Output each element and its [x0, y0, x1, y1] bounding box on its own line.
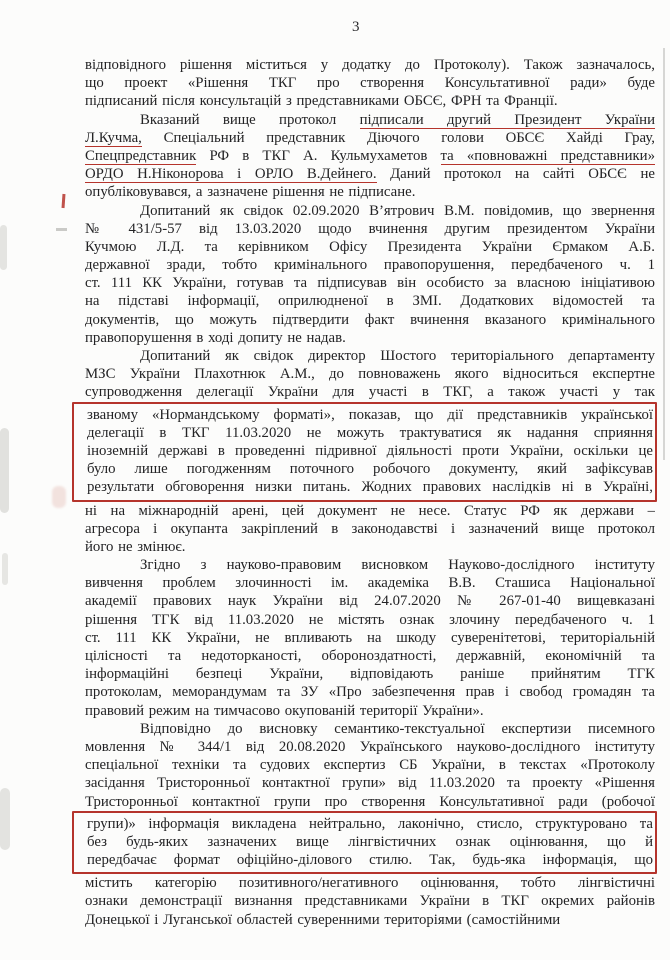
text-line — [85, 329, 655, 347]
text-segment: Даний протокол на сайті ОБСЄ не — [376, 166, 655, 183]
text-line — [85, 738, 655, 756]
text-segment: ст. 111 КК України, готував та підписував він особисто за власною ініціативою — [85, 275, 655, 292]
red-highlight-box — [72, 402, 657, 502]
text-segment: Спеціальний представник Діючого голови ОБСЄ Хайді Грау, — [141, 129, 655, 146]
text-line — [87, 478, 653, 496]
text-segment: МЗС України Плахотнюк А.М., до повноважень якого відноситься експертне — [85, 366, 655, 383]
text-line — [87, 442, 653, 460]
text-segment: супроводження делегації України для участі в ТКГ, а також участі у так — [85, 384, 655, 401]
text-segment: іноземній державі в проведенні підривної діяльності проти України, оскільки це — [87, 442, 653, 459]
text-segment: спеціальної техніки та судових експертиз СБ України, в текстах «Протоколу — [85, 757, 655, 774]
text-segment: ознаки демонстрації визнання представниками України в ТКГ окремих районів — [85, 893, 655, 910]
text-line — [85, 256, 655, 274]
text-line — [85, 183, 655, 201]
text-line — [85, 538, 655, 556]
text-line — [85, 202, 655, 220]
text-line — [85, 665, 655, 683]
scan-artifact-dash — [56, 228, 67, 231]
text-line — [85, 292, 655, 310]
text-line — [85, 774, 655, 792]
text-segment: № 431/5-57 від 13.03.2020 щодо вчинення другим президентом України — [85, 220, 655, 237]
text-segment: підписаний після консультацій з представниками ОБСЄ, ФРН та Франції. — [85, 93, 558, 110]
text-line — [85, 220, 655, 238]
text-line — [87, 406, 653, 424]
scan-artifact-smudge — [0, 788, 10, 850]
text-segment: академії правових наук України від 24.07.2020 № 267-01-40 вищевказані — [85, 593, 655, 610]
text-segment: Вказаний вище протокол — [140, 111, 360, 128]
text-line — [87, 833, 653, 851]
text-line — [87, 424, 653, 442]
text-segment: рішення ТГК від 11.03.2020 не містять ознак злочину передбаченого ч. 1 — [85, 611, 655, 628]
text-segment: правопорушення в ході допиту не надав. — [85, 329, 346, 346]
text-segment: результати обговорення низки питань. Жодних правових наслідків ні в Україні, — [87, 479, 653, 496]
scan-artifact-smudge — [2, 553, 8, 585]
red-underlined-text: та «повноважні представники» — [440, 147, 655, 164]
text-segment: документів, що можуть підтвердити факт вчинення вказаного кримінального — [85, 311, 655, 328]
text-segment: відповідного рішення міститься у додатку до Протоколу). Також зазначалось, — [85, 57, 655, 73]
text-segment: опубліковувався, а зазначене рішення не підписане. — [85, 184, 416, 201]
text-line — [87, 851, 653, 869]
scan-artifact-smudge — [0, 428, 9, 513]
text-line — [85, 520, 655, 538]
page-number: 3 — [352, 19, 360, 35]
text-line — [85, 720, 655, 738]
text-segment: протоколам, меморандумам та ЗУ «Про забезпечення прав і свобод громадян та — [85, 684, 655, 701]
text-segment: агресора і окупанта закріплений в законодавстві і зазначений вище протокол — [85, 520, 655, 537]
text-line — [87, 460, 653, 478]
paragraph — [85, 202, 655, 348]
text-segment: Згідно з науково-правовим висновком Науково-дослідного інституту — [140, 557, 655, 574]
text-segment: ст. 111 КК України, не впливають на шкоду суверенітетові, територіальній — [85, 629, 655, 646]
paragraph — [85, 347, 655, 556]
text-segment: його не змінює. — [85, 538, 186, 555]
text-segment: Допитаний як свідок директор Шостого територіального департаменту — [140, 348, 655, 364]
text-segment: без будь-яких зазначених вище лінгвістичних ознак оцінювання, що й — [87, 833, 653, 850]
text-line — [85, 111, 655, 129]
text-line — [85, 793, 655, 811]
text-segment: правовий режим на тимчасово окупованій території України». — [85, 702, 484, 719]
text-line — [85, 611, 655, 629]
text-segment: на підставі інформації, оприлюдненої в ЗМІ. Додаткових відомостей та — [85, 293, 655, 310]
text-line — [85, 274, 655, 292]
document-content — [85, 56, 655, 929]
text-line — [85, 129, 655, 147]
text-line — [85, 911, 655, 929]
text-line — [85, 347, 655, 365]
text-line — [85, 383, 655, 401]
text-line — [85, 92, 655, 110]
paragraph — [85, 720, 655, 929]
text-line — [85, 165, 655, 183]
red-underlined-text: Спецпредставник — [85, 147, 197, 164]
text-segment: Відповідно до висновку семантико-текстуальної експертизи писемного — [140, 720, 655, 737]
scan-artifact-right-line — [663, 48, 665, 460]
text-line — [85, 74, 655, 92]
text-line — [85, 311, 655, 329]
text-line — [85, 238, 655, 256]
text-line — [85, 56, 655, 74]
text-segment: РФ в ТКГ А. Кульмухаметов — [196, 147, 441, 164]
red-underlined-text: Л.Кучма, — [85, 129, 142, 146]
text-segment: вивчення проблем злочинності ім. академіка В.В. Сташиса Національної — [85, 575, 655, 592]
text-segment: засідання Тристоронньої контактної групи» від 11.03.2020 та проекту «Рішення — [85, 775, 655, 792]
text-segment: було лише погодженням поточного робочого документу, який зафіксував — [87, 461, 653, 478]
text-line — [85, 756, 655, 774]
text-line — [85, 629, 655, 647]
text-line — [85, 502, 655, 520]
text-segment: державної зради, тобто кримінального правопорушення, передбаченого ч. 1 — [85, 257, 655, 274]
scan-artifact-smudge — [0, 225, 7, 270]
paragraph — [85, 111, 655, 202]
red-highlight-box — [72, 811, 657, 875]
scan-artifact-smudge — [52, 486, 66, 508]
text-line — [85, 592, 655, 610]
paragraph — [85, 556, 655, 720]
text-segment: цілісності та недоторканості, обороноздатності, державній, економічній та — [85, 648, 655, 664]
text-line — [85, 874, 655, 892]
text-segment: Донецької і Луганської областей суверенними територіями (самостійними — [85, 911, 561, 928]
paragraph — [85, 56, 655, 111]
text-segment: містить категорію позитивного/негативного оцінювання, тобто лінгвістичні — [85, 875, 655, 892]
scan-artifact-red-pen-tick — [62, 194, 65, 208]
red-underlined-text: ОРДО Н.Ніконорова і ОРЛО В.Дейнего. — [85, 166, 377, 183]
text-segment: званому «Нормандському форматі», показав, що дії представників української — [87, 406, 653, 423]
text-line — [85, 365, 655, 383]
text-line — [85, 683, 655, 701]
text-line — [85, 574, 655, 592]
red-underlined-text: підписали другий Президент України — [359, 111, 655, 128]
text-segment: Тристоронньої контактної групи про створення Консультативної ради (робочої — [85, 793, 655, 810]
text-segment: що проект «Рішення ТКГ про створення Консультативної ради» буде — [85, 75, 655, 92]
text-segment: передбачає формат офіційно-ділового стилю. Так, будь-яка інформація, що — [87, 852, 653, 869]
text-segment: Допитаний як свідок 02.09.2020 В’ятрович В.М. повідомив, що звернення — [140, 202, 655, 219]
text-line — [85, 702, 655, 720]
text-segment: мовлення № 344/1 від 20.08.2020 Українського науково-дослідного інституту — [85, 738, 655, 755]
text-line — [85, 147, 655, 165]
text-segment: групи)» інформація викладена нейтрально, лаконічно, стисло, структуровано та — [87, 815, 653, 832]
text-line — [85, 892, 655, 910]
text-segment: делегації в ТКГ 11.03.2020 не можуть трактуватися як надання сприяння — [87, 424, 653, 441]
text-segment: ні на міжнародній арені, цей документ не несе. Статус РФ як держави – — [85, 502, 655, 519]
text-line — [85, 647, 655, 665]
text-segment: інформаційні безпеці України, відповідають раніше прийнятим ТГК — [85, 666, 655, 683]
text-line — [87, 815, 653, 833]
text-segment: Кучмою Л.Д. та керівником Офісу Президента України Єрмаком А.Б. — [85, 238, 655, 255]
text-line — [85, 556, 655, 574]
